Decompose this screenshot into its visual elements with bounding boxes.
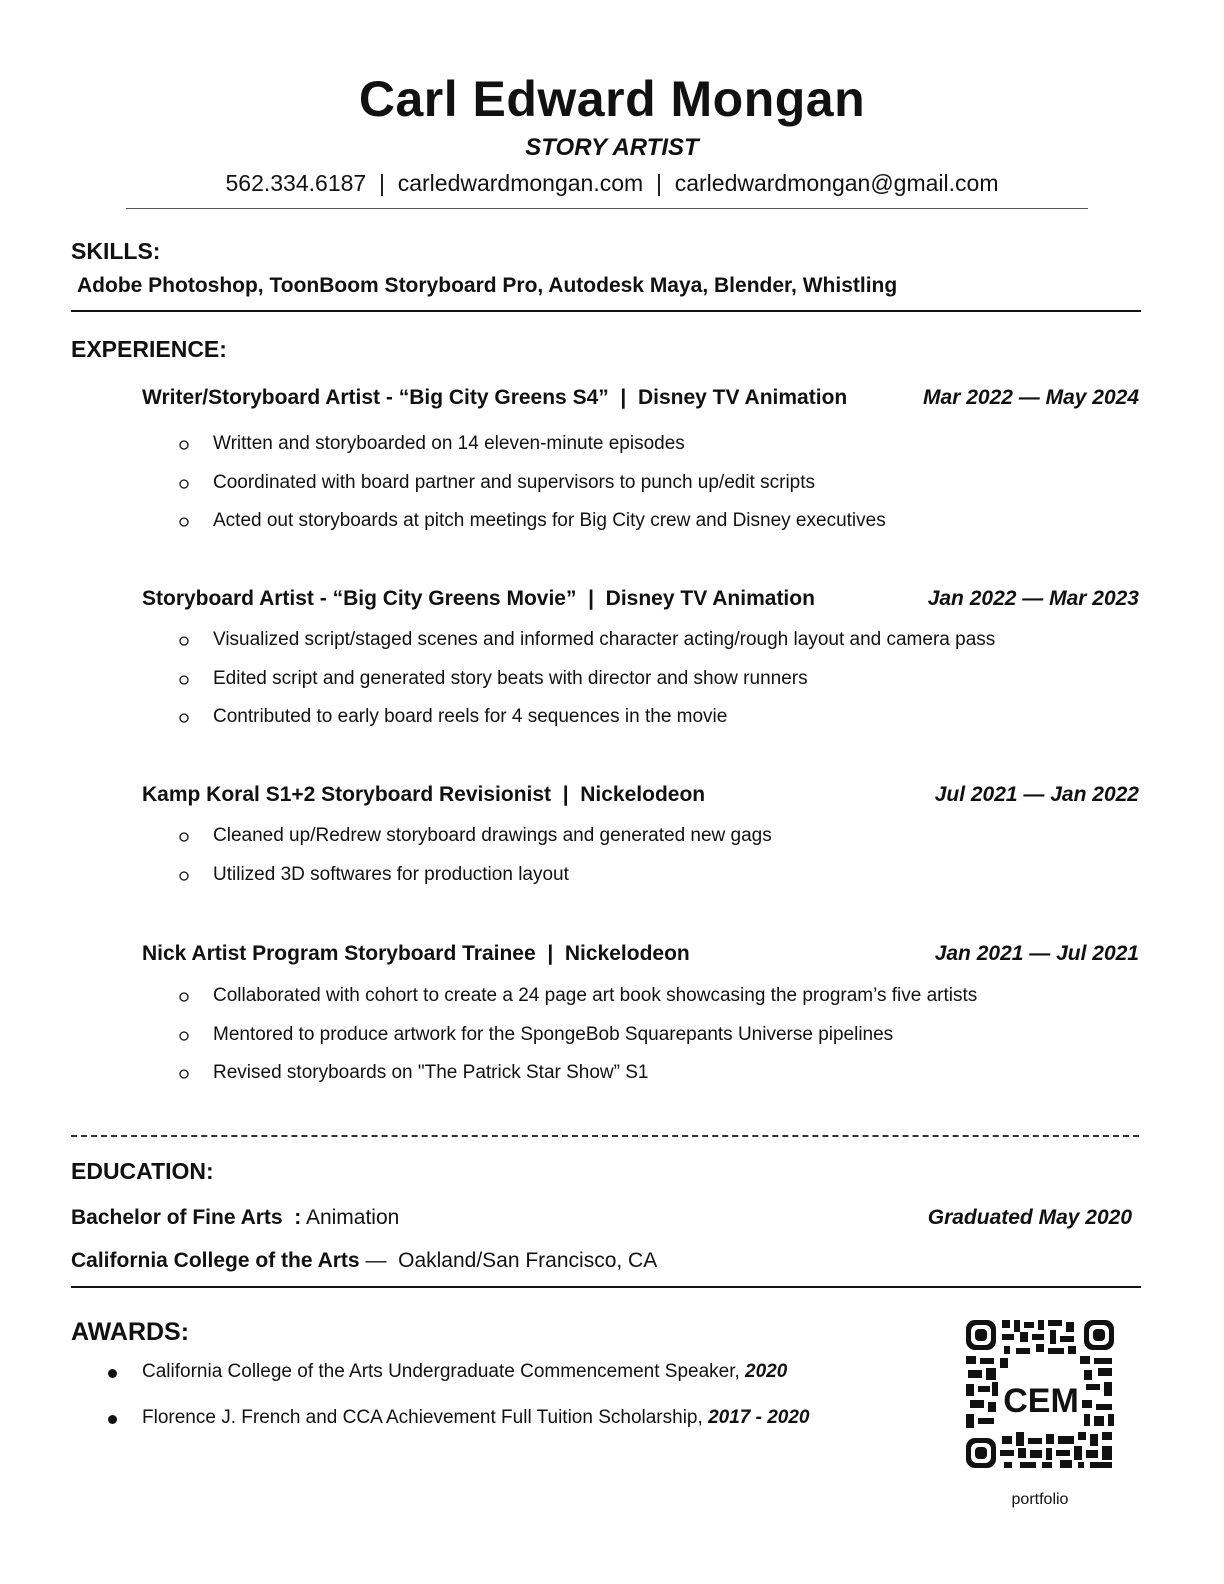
award-year: 2020	[745, 1361, 788, 1382]
job-bullet: Mentored to produce artwork for the SpongeBob Squarepants Universe pipelines	[213, 1024, 894, 1045]
experience-heading: EXPERIENCE:	[71, 336, 227, 362]
qr-finder-bottom-left	[966, 1438, 996, 1468]
skills-divider	[71, 310, 1141, 312]
education-divider	[71, 1286, 1141, 1288]
job-bullet: Revised storyboards on "The Patrick Star Show” S1	[213, 1062, 649, 1083]
resume-name: Carl Edward Mongan	[358, 71, 866, 127]
award-text: California College of the Arts Undergraduate Commencement Speaker,	[142, 1361, 746, 1382]
job-title: Writer/Storyboard Artist - “Big City Greens S4” | Disney TV Animation	[142, 386, 848, 409]
graduation-date: Graduated May 2020	[927, 1206, 1132, 1229]
header-divider	[126, 208, 1088, 209]
qr-logo-text: CEM	[1003, 1382, 1079, 1420]
hollow-bullet-icon	[178, 635, 190, 647]
bullet-dot-icon	[108, 1369, 117, 1378]
resume-title: STORY ARTIST	[525, 134, 699, 161]
skills-heading: SKILLS:	[71, 238, 161, 264]
school-line	[71, 1249, 657, 1273]
award-year: 2017 - 2020	[708, 1407, 810, 1428]
job-bullet: Visualized script/staged scenes and informed character acting/rough layout and camera pass	[213, 629, 996, 650]
hollow-bullet-icon	[178, 712, 190, 724]
job-bullet: Written and storyboarded on 14 eleven-minute episodes	[213, 433, 685, 454]
degree-line	[71, 1206, 399, 1230]
hollow-bullet-icon	[178, 478, 190, 490]
job-dates: Mar 2022 — May 2024	[923, 386, 1139, 409]
job-bullet: Coordinated with board partner and supervisors to punch up/edit scripts	[213, 472, 816, 493]
job-bullet: Cleaned up/Redrew storyboard drawings and generated new gags	[213, 825, 772, 846]
hollow-bullet-icon	[178, 439, 190, 451]
degree-field: Animation	[305, 1206, 400, 1229]
hollow-bullet-icon	[178, 831, 190, 843]
job-bullet: Acted out storyboards at pitch meetings for Big City crew and Disney executives	[213, 510, 886, 531]
portfolio-caption: portfolio	[1011, 1491, 1069, 1508]
job-dates: Jul 2021 — Jan 2022	[934, 783, 1139, 806]
degree-name: Bachelor of Fine Arts :	[71, 1206, 302, 1229]
job-dates: Jan 2022 — Mar 2023	[927, 587, 1139, 610]
bullet-dot-icon	[108, 1415, 117, 1424]
school-name: California College of the Arts	[71, 1249, 360, 1272]
qr-finder-top-left	[966, 1320, 996, 1350]
job-title: Nick Artist Program Storyboard Trainee | Nickelodeon	[142, 942, 690, 965]
job-bullet: Edited script and generated story beats with director and show runners	[213, 668, 808, 689]
award-item	[142, 1407, 809, 1429]
awards-heading: AWARDS:	[71, 1318, 190, 1346]
hollow-bullet-icon	[178, 1068, 190, 1080]
job-bullet: Collaborated with cohort to create a 24 page art book showcasing the program’s five artists	[213, 985, 978, 1006]
experience-divider	[71, 1135, 1139, 1137]
hollow-bullet-icon	[178, 1030, 190, 1042]
portfolio-qr-code[interactable]	[964, 1318, 1116, 1470]
job-title: Storyboard Artist - “Big City Greens Movie” | Disney TV Animation	[142, 587, 815, 610]
award-item	[142, 1361, 787, 1383]
job-dates: Jan 2021 — Jul 2021	[934, 942, 1139, 965]
qr-finder-top-right	[1084, 1320, 1114, 1350]
award-text: Florence J. French and CCA Achievement Full Tuition Scholarship,	[142, 1407, 709, 1428]
hollow-bullet-icon	[178, 674, 190, 686]
school-location: — Oakland/San Francisco, CA	[365, 1249, 658, 1272]
hollow-bullet-icon	[178, 516, 190, 528]
hollow-bullet-icon	[178, 991, 190, 1003]
job-title: Kamp Koral S1+2 Storyboard Revisionist | Nickelodeon	[142, 783, 706, 806]
job-bullet: Contributed to early board reels for 4 sequences in the movie	[213, 706, 728, 727]
hollow-bullet-icon	[178, 870, 190, 882]
job-bullet: Utilized 3D softwares for production layout	[213, 864, 569, 885]
contact-line: 562.334.6187 | carledwardmongan.com | carledwardmongan@gmail.com	[225, 170, 999, 196]
education-heading: EDUCATION:	[71, 1158, 214, 1184]
skills-list: Adobe Photoshop, ToonBoom Storyboard Pro, Autodesk Maya, Blender, Whistling	[77, 274, 898, 297]
